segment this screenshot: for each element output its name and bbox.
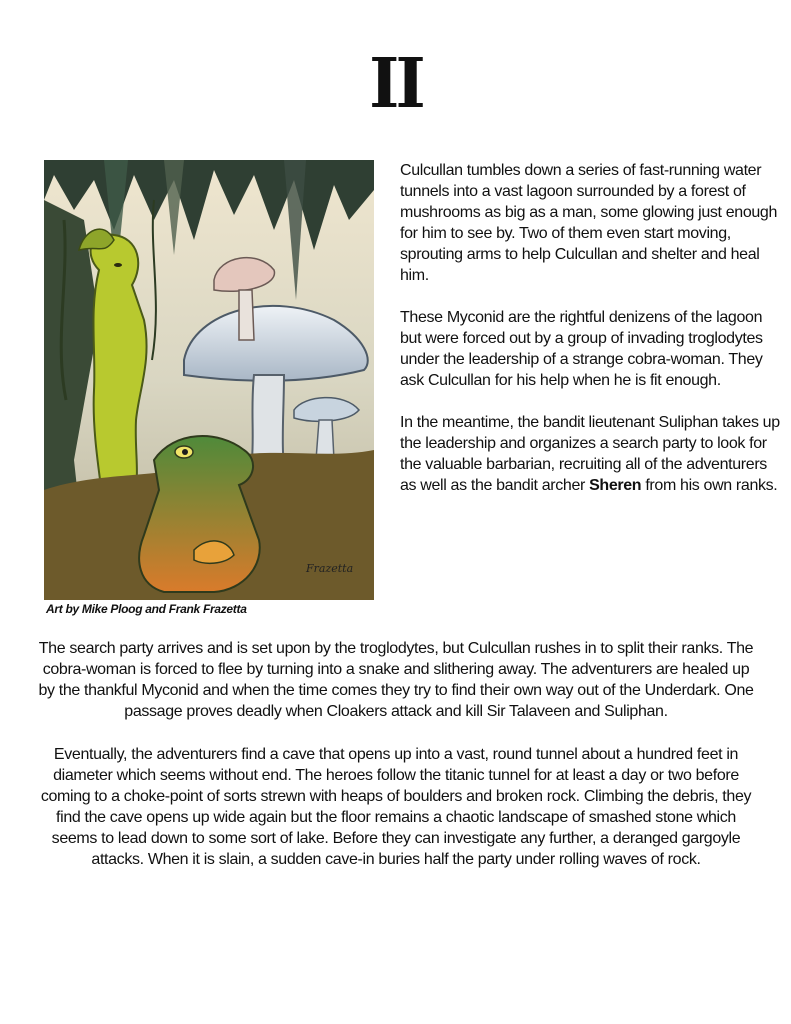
chapter-title: II [369,44,422,124]
side-paragraph-3-text: In the meantime, the bandit lieutenant Suliphan takes up the leadership and organizes a search party to look for the valuable barbarian, recruiting all of the adventurers as well as the bandit archer [400,414,780,494]
side-paragraph-1: Culcullan tumbles down a series of fast-running water tunnels into a vast lagoon surrounded by a forest of mushrooms as big as a man, some glowing just enough for him to see by. Two of them even start moving, sprouting arms to help Culcullan and shelter and heal him. [400,162,778,284]
art-caption: Art by Mike Ploog and Frank Frazetta [46,602,247,616]
body-paragraph-1: The search party arrives and is set upon by the troglodytes, but Culcullan rushes in to split their ranks. The cobra-woman is forced to flee by turning into a snake and slithering away. The adventurers are healed up by the thankful Myconid and when the time comes they try to find their own way out of the Underdark. One passage proves deadly when Cloakers attack and kill Sir Talaveen and Suliphan. [38,640,754,720]
character-name-sheren: Sheren [589,477,642,494]
side-column-text [400,160,780,517]
main-body-text [36,638,756,892]
artwork-illustration [44,160,374,600]
side-paragraph-3-tail: from his own ranks. [641,477,778,494]
side-paragraph-3 [400,412,780,496]
body-paragraph-2: Eventually, the adventurers find a cave that opens up into a vast, round tunnel about a hundred feet in diameter which seems without end. The heroes follow the titanic tunnel for at least a day or two before coming to a choke-point of sorts strewn with heaps of boulders and broken rock. Climbing the debris, they find the cave opens up wide again but the floor remains a chaotic landscape of smashed stone which seems to lead down to some sort of lake. Before they can investigate any further, a deranged gargoyle attacks. When it is slain, a sudden cave-in buries half the party under rolling waves of rock. [40,746,752,868]
artist-signature: Frazetta [306,562,354,575]
side-paragraph-2: These Myconid are the rightful denizens of the lagoon but were forced out by a group of invading troglodytes under the leadership of a strange cobra-woman. They ask Culcullan for his help when he is fit enough. [400,309,763,389]
